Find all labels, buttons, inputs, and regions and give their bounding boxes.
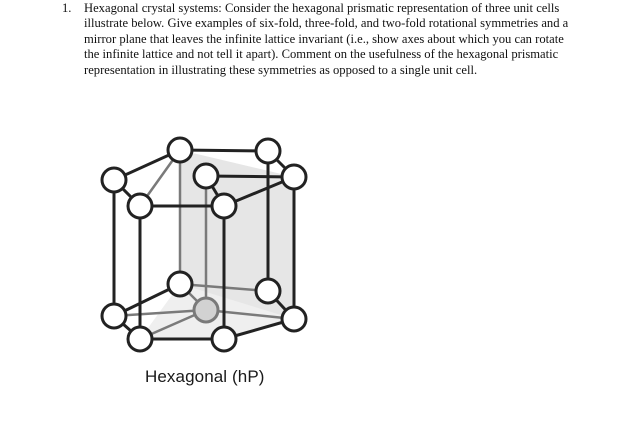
- atom-bottom-left: [102, 304, 126, 328]
- atom-bottom-right: [282, 307, 306, 331]
- question-block: [62, 1, 582, 78]
- question-text: Hexagonal crystal systems: Consider the hexagonal prismatic representation of three unit cells illustrate below. Give examples of six-fold, three-fold, and two-fold rotational symmetries and a mirror plane that leaves the infinite lattice invariant (i.e., show axes about which you can rotate the infinite lattice and not tell it apart). Comment on the usefulness of the hexagonal prismatic representation in illustrating these symmetries as opposed to a single unit cell.: [84, 1, 569, 77]
- atom-top-center: [194, 164, 218, 188]
- atom-top-right: [282, 165, 306, 189]
- hexagonal-lattice-figure: [90, 128, 320, 358]
- atom-top-back-left: [168, 138, 192, 162]
- atom-bottom-front-right: [212, 327, 236, 351]
- atom-bottom-back-right: [256, 279, 280, 303]
- atom-top-front-left: [128, 194, 152, 218]
- atom-bottom-center-hidden: [194, 298, 218, 322]
- atom-bottom-back-left: [168, 272, 192, 296]
- question-number: 1.: [62, 1, 72, 15]
- atom-top-back-right: [256, 139, 280, 163]
- atom-bottom-front-left: [128, 327, 152, 351]
- atom-top-front-right: [212, 194, 236, 218]
- atom-top-left: [102, 168, 126, 192]
- figure-caption: Hexagonal (hP): [145, 367, 265, 386]
